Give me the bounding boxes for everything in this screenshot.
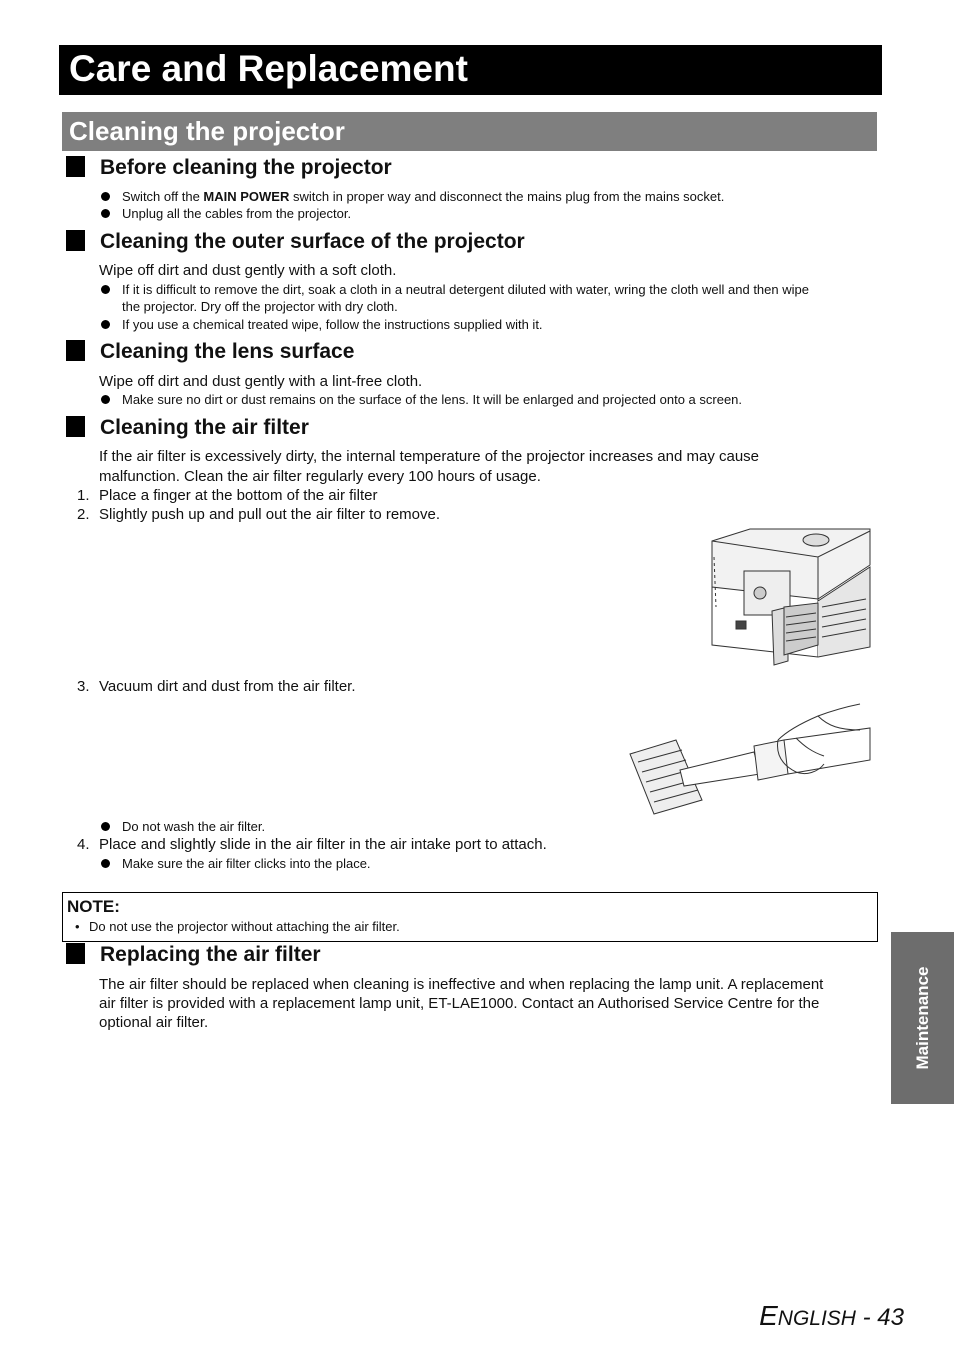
note-box bbox=[62, 892, 878, 942]
side-tab-maintenance bbox=[891, 932, 954, 1104]
bullet-icon bbox=[101, 192, 110, 201]
heading-replacing-filter: Replacing the air filter bbox=[66, 943, 321, 967]
step-text: Slightly push up and pull out the air filter to remove. bbox=[99, 506, 441, 523]
footer-page-number: - 43 bbox=[855, 1304, 904, 1331]
heading-outer-surface: Cleaning the outer surface of the projector bbox=[66, 230, 525, 254]
bullet-icon bbox=[101, 822, 110, 831]
paragraph: air filter is provided with a replacement lamp unit, ET-LAE1000. Contact an Authorised Service Centre for the bbox=[99, 995, 820, 1012]
list-item: Make sure no dirt or dust remains on the surface of the lens. It will be enlarged and projected onto a screen. bbox=[122, 391, 742, 408]
note-label: NOTE: bbox=[67, 897, 120, 916]
note-text: • Do not use the projector without attaching the air filter. bbox=[75, 919, 400, 934]
list-item: If you use a chemical treated wipe, follow the instructions supplied with it. bbox=[122, 316, 543, 333]
step-text: Place a finger at the bottom of the air filter bbox=[99, 487, 378, 504]
footer-language: NGLISH bbox=[777, 1307, 856, 1330]
bullet-icon bbox=[101, 395, 110, 404]
step-number: 3. bbox=[77, 678, 90, 695]
step-number: 1. bbox=[77, 487, 90, 504]
list-item: Switch off the MAIN POWER switch in proper way and disconnect the mains plug from the mains socket. bbox=[122, 188, 724, 205]
list-item: Make sure the air filter clicks into the place. bbox=[122, 855, 371, 872]
paragraph: malfunction. Clean the air filter regularly every 100 hours of usage. bbox=[99, 468, 541, 485]
page-title-bar bbox=[59, 45, 882, 95]
bullet-icon bbox=[101, 285, 110, 294]
heading-square-icon bbox=[66, 416, 85, 437]
heading-before-cleaning: Before cleaning the projector bbox=[66, 156, 392, 180]
step-number: 4. bbox=[77, 836, 90, 853]
bullet-icon bbox=[101, 209, 110, 218]
section-title-bar bbox=[62, 112, 877, 151]
step-text: Place and slightly slide in the air filter in the air intake port to attach. bbox=[99, 836, 547, 853]
heading-square-icon bbox=[66, 340, 85, 361]
vacuum-filter-illustration bbox=[628, 700, 872, 818]
step-number: 2. bbox=[77, 506, 90, 523]
paragraph: The air filter should be replaced when cleaning is ineffective and when replacing the lamp unit. A replacement bbox=[99, 976, 824, 993]
page-title: Care and Replacement bbox=[69, 48, 468, 89]
footer-initial: E bbox=[759, 1300, 778, 1331]
list-item: Do not wash the air filter. bbox=[122, 818, 265, 835]
heading-square-icon bbox=[66, 156, 85, 177]
list-item: Unplug all the cables from the projector. bbox=[122, 205, 351, 222]
list-item: If it is difficult to remove the dirt, soak a cloth in a neutral detergent diluted with water, wring the cloth well and then wipe bbox=[122, 281, 809, 298]
bullet-icon bbox=[101, 859, 110, 868]
heading-lens-surface: Cleaning the lens surface bbox=[66, 340, 354, 364]
paragraph: If the air filter is excessively dirty, the internal temperature of the projector increases and may cause bbox=[99, 448, 760, 465]
heading-square-icon bbox=[66, 943, 85, 964]
note-bullet: • bbox=[75, 919, 80, 934]
paragraph: optional air filter. bbox=[99, 1014, 209, 1031]
paragraph: Wipe off dirt and dust gently with a soft cloth. bbox=[99, 262, 397, 279]
heading-air-filter: Cleaning the air filter bbox=[66, 416, 309, 440]
paragraph: Wipe off dirt and dust gently with a lint-free cloth. bbox=[99, 373, 423, 390]
list-item-continuation: the projector. Dry off the projector with dry cloth. bbox=[122, 299, 398, 314]
heading-square-icon bbox=[66, 230, 85, 251]
side-tab-label: Maintenance bbox=[912, 966, 932, 1070]
projector-filter-removal-illustration bbox=[700, 527, 872, 669]
page-footer bbox=[759, 1300, 904, 1332]
bullet-icon bbox=[101, 320, 110, 329]
step-text: Vacuum dirt and dust from the air filter. bbox=[99, 678, 356, 695]
section-title: Cleaning the projector bbox=[69, 116, 345, 146]
